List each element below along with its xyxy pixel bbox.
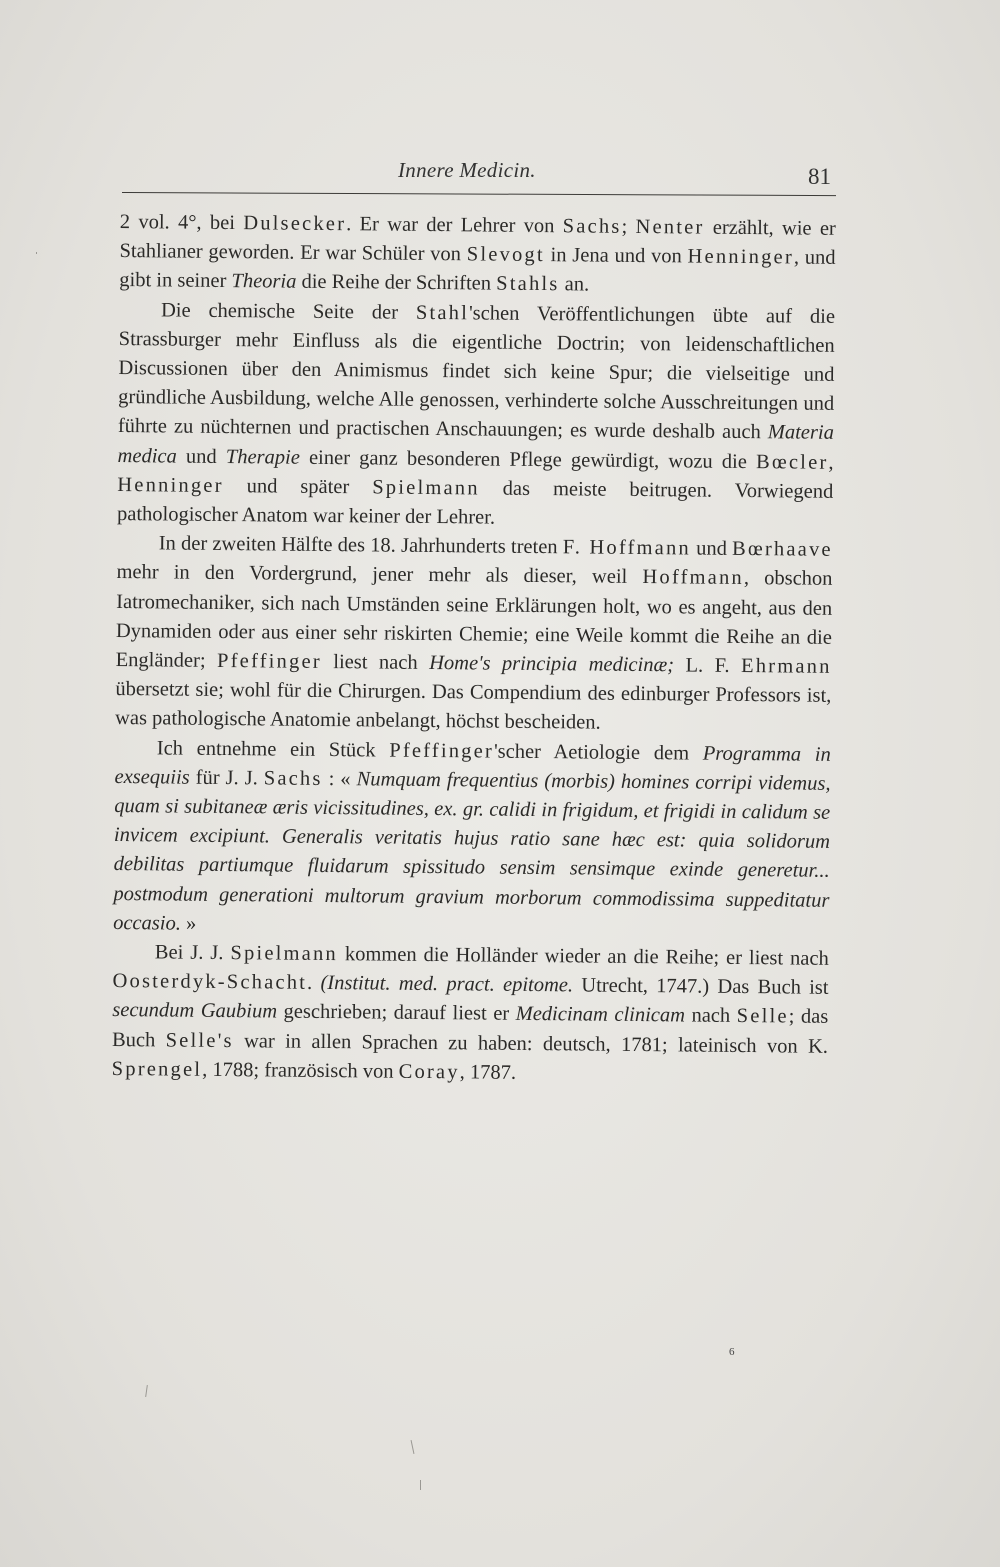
running-title: Innere Medicin. — [398, 158, 536, 182]
spaced-name: Stahl — [415, 301, 470, 324]
spaced-name: Sachs — [562, 215, 622, 238]
spaced-name: Sachs — [263, 767, 323, 790]
spaced-name: Coray — [398, 1060, 460, 1084]
spaced-name: Pfeffinger — [216, 650, 322, 674]
spaced-name: Sprengel — [111, 1057, 203, 1081]
spaced-name: Dulsecker — [243, 212, 347, 236]
spaced-name: Henninger — [687, 245, 795, 269]
paragraph-4: Ich entnehme ein Stück Pfeffinger'scher Aetiologie dem Programma in exsequiis für J. J. Sachs : « Numquam frequentius (morbis) homines corripi videmus, quam si subitaneæ æris vicissitudines, ex. gr. calidi in frigidum, et frigidi in calidum se invicem excipiunt. Generalis veritatis hujus ratio sane hæc est: quia solidorum debilitas partiumque fluidarum spissitudo sensim sensimque exinde generetur... postmodum generationi multorum gravium morborum commodissima suppeditatur occasio. » — [113, 737, 831, 935]
spaced-name: Stahls — [496, 273, 560, 296]
body-text — [112, 208, 836, 1091]
spaced-name: Bœrhaave — [731, 538, 833, 562]
spaced-name: Hoffmann — [642, 566, 745, 590]
spaced-name: Selle — [736, 1005, 789, 1028]
spaced-name: Bœcler — [755, 450, 829, 474]
paragraph-1: 2 vol. 4°, bei Dulsecker. Er war der Lehrer von Sachs; Nenter erzählt, wie er Stahlianer geworden. Er war Schüler von Slevogt in Jena und von Henninger, und gibt in seiner Theoria die Reihe der Schriften Stahls an. — [119, 210, 836, 296]
spaced-name: Spielmann — [230, 942, 339, 966]
italic-term: Materia medica — [117, 421, 834, 468]
spaced-name: Oosterdyk-Schacht — [112, 970, 308, 995]
italic-term: Therapie — [225, 445, 300, 469]
spaced-name: Spielmann — [372, 476, 480, 500]
paper-speck — [145, 1385, 148, 1397]
paragraph-5: Bei J. J. Spielmann kommen die Holländer wieder an die Reihe; er liest nach Oosterdyk-Schacht. (Institut. med. pract. epitome. Utrecht, 1747.) Das Buch ist secundum Gaubium geschrieben; darauf liest er Medicinam clinicam nach Selle; das Buch Selle's war in allen Sprachen zu haben: deutsch, 1781; lateinisch von K. Sprengel, 1788; französisch von Coray, 1787. — [111, 941, 829, 1084]
italic-title: Programma in exsequiis — [114, 742, 831, 789]
paper-speck — [36, 252, 37, 254]
signature-mark: 6 — [729, 1346, 735, 1358]
spaced-name: Nenter — [635, 215, 705, 239]
spaced-name: Henninger — [117, 473, 224, 497]
paragraph-2: Die chemische Seite der Stahl'schen Veröffentlichungen übte auf die Strassburger mehr Einfluss als die eigentliche Doctrin; von leidenschaftlichen Discussionen über den Animismus findet sich keine Spur; die vielseitige und gründliche Ausbildung, welche Alle genossen, verhinderte solche Ausschreitungen und führte zu nüchternen und practischen Anschauungen; es wurde deshalb auch Materia medica und Therapie einer ganz besonderen Pflege gewürdigt, wozu die Bœcler, Henninger und später Spielmann das meiste beitrugen. Vorwiegend pathologischer Anatom war keiner der Lehrer. — [116, 299, 836, 529]
paper-speck — [420, 1480, 421, 1490]
latin-quotation: Numquam frequentius (morbis) homines corripi videmus, quam si subitaneæ æris vicissitudines, ex. gr. calidi in frigidum, et frigidi in calidum se invicem excipiunt. Generalis veritatis hujus ratio sane hæc est: quia solidorum debilitas partiumque fluidarum spissitudo sensim sensimque exinde generetur... postmodum generationi multorum gravium morborum commodissima suppeditatur occasio. — [113, 768, 831, 935]
spaced-name: Pfeffinger — [389, 739, 495, 763]
italic-title: Home's principia medicinæ; — [429, 652, 675, 677]
spaced-name: F. Hoffmann — [562, 536, 692, 560]
italic-title: Theoria — [231, 270, 297, 294]
paper-speck — [411, 1440, 415, 1454]
page-number: 81 — [808, 164, 831, 189]
header-rule — [122, 192, 836, 196]
italic-title: (Institut. med. pract. epitome. — [320, 972, 574, 997]
spaced-name: Slevogt — [466, 243, 545, 267]
spaced-name: Selle's — [165, 1029, 234, 1052]
italic-term: secundum Gaubium — [112, 999, 278, 1024]
italic-term: Medicinam clinicam — [515, 1003, 686, 1027]
paragraph-3: In der zweiten Hälfte des 18. Jahrhunderts treten F. Hoffmann und Bœrhaave mehr in den Vordergrund, jener mehr als dieser, weil Hoffmann, obschon Iatromechaniker, sich nach Umständen seine Erklärungen holt, wo es angeht, aus den Dynamiden oder aus einer sehr riskirten Chemie; eine Weile kommt die Reihe an die Engländer; Pfeffinger liest nach Home's principia medicinæ; L. F. Ehrmann übersetzt sie; wohl für die Chirurgen. Das Compendium des edinburger Professors ist, was pathologische Anatomie anbelangt, höchst bescheiden. — [114, 532, 833, 735]
spaced-name: Ehrmann — [740, 655, 832, 678]
